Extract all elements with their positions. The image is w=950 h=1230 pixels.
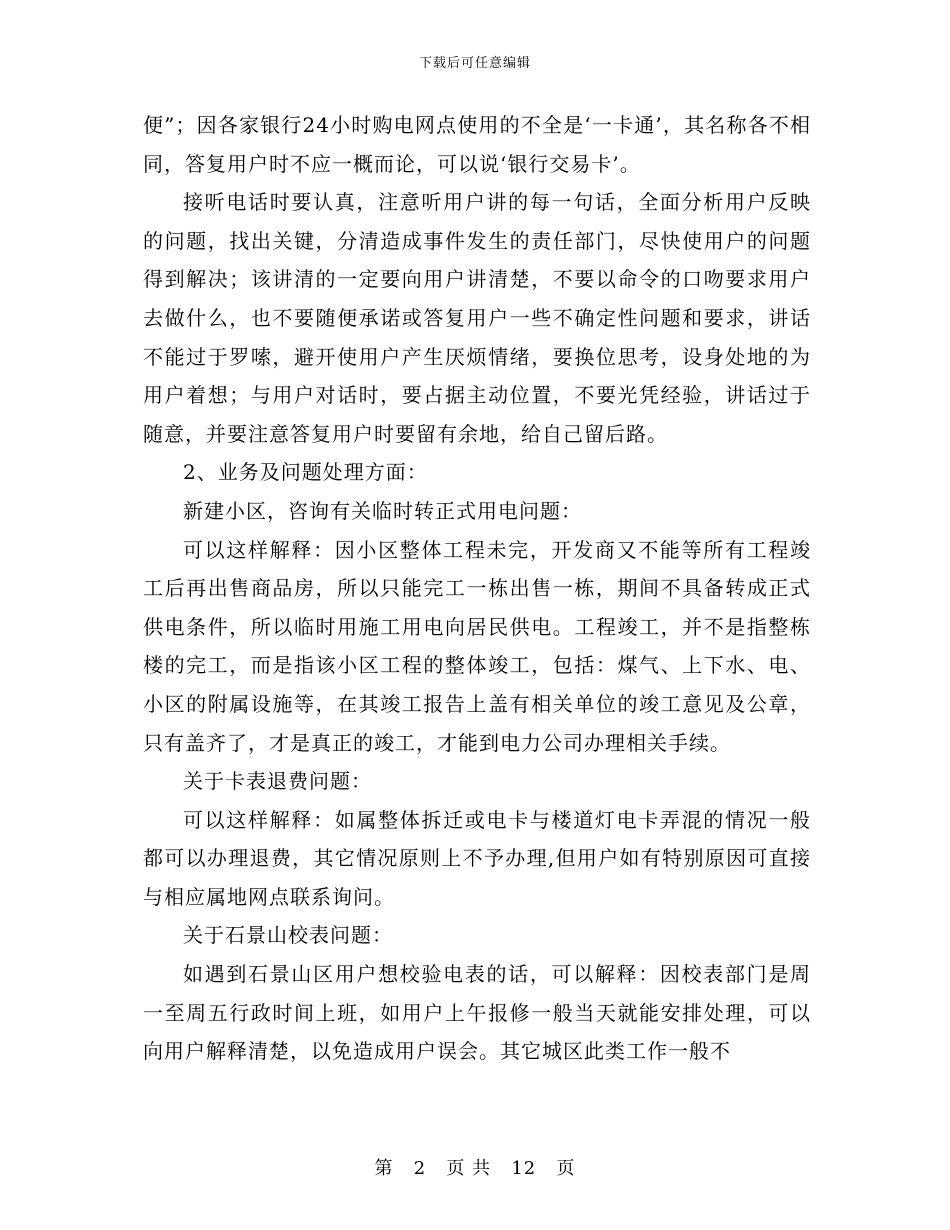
paragraph: 新建小区，咨询有关临时转正式用电问题： <box>183 498 582 523</box>
footer-prefix: 第 <box>374 1158 394 1179</box>
paragraph: 如遇到石景山区用户想校验电表的话，可以解释：因校表部门是周一至周五行政时间上班，如用户上午报修一般当天就能安排处理，可以向用户解释清楚，以免造成用户误会。其它城区此类工作一般不 <box>143 962 811 1064</box>
footer-suffix: 页 <box>556 1158 576 1179</box>
header-text: 下载后可任意编辑 <box>418 56 531 71</box>
paragraph: 关于石景山校表问题： <box>183 923 393 948</box>
page-footer <box>0 1154 950 1180</box>
paragraph: 可以这样解释：因小区整体工程未完，开发商又不能等所有工程竣工后再出售商品房，所以只能完工一栋出售一栋，期间不具备转成正式供电条件，所以临时用施工用电向居民供电。工程竣工，并不是指整栋楼的完工，而是指该小区工程的整体竣工，包括：煤气、上下水、电、小区的附属设施等，在其竣工报告上盖有相关单位的竣工意见及公章，只有盖齐了，才是真正的竣工，才能到电力公司办理相关手续。 <box>143 537 811 755</box>
page-header <box>0 52 950 71</box>
paragraph: 关于卡表退费问题： <box>183 769 372 794</box>
paragraph: 便”；因各家银行24小时购电网点使用的不全是‘一卡通’，其名称各不相同，答复用户时不应一概而论，可以说‘银行交易卡’。 <box>143 113 811 176</box>
total-pages-number: 12 <box>511 1158 537 1179</box>
paragraph: 可以这样解释：如属整体拆迁或电卡与楼道灯电卡弄混的情况一般都可以办理退费，其它情况原则上不予办理,但用户如有特别原因可直接与相应属地网点联系询问。 <box>143 807 811 909</box>
footer-middle: 页 共 <box>446 1158 492 1179</box>
paragraph: 接听电话时要认真，注意听用户讲的每一句话，全面分析用户反映的问题，找出关键，分清造成事件发生的责任部门，尽快使用户的问题得到解决；该讲清的一定要向用户讲清楚，不要以命令的口吻要求用户去做什么，也不要随便承诺或答复用户一些不确定性问题和要求，讲话不能过于罗嗦，避开使用户产生厌烦情绪，要换位思考，设身处地的为用户着想；与用户对话时，要占据主动位置，不要光凭经验，讲话过于随意，并要注意答复用户时要留有余地，给自己留后路。 <box>143 190 811 446</box>
document-body <box>143 106 811 1071</box>
paragraph: 2、业务及问题处理方面： <box>183 460 428 485</box>
current-page-number: 2 <box>413 1158 427 1179</box>
